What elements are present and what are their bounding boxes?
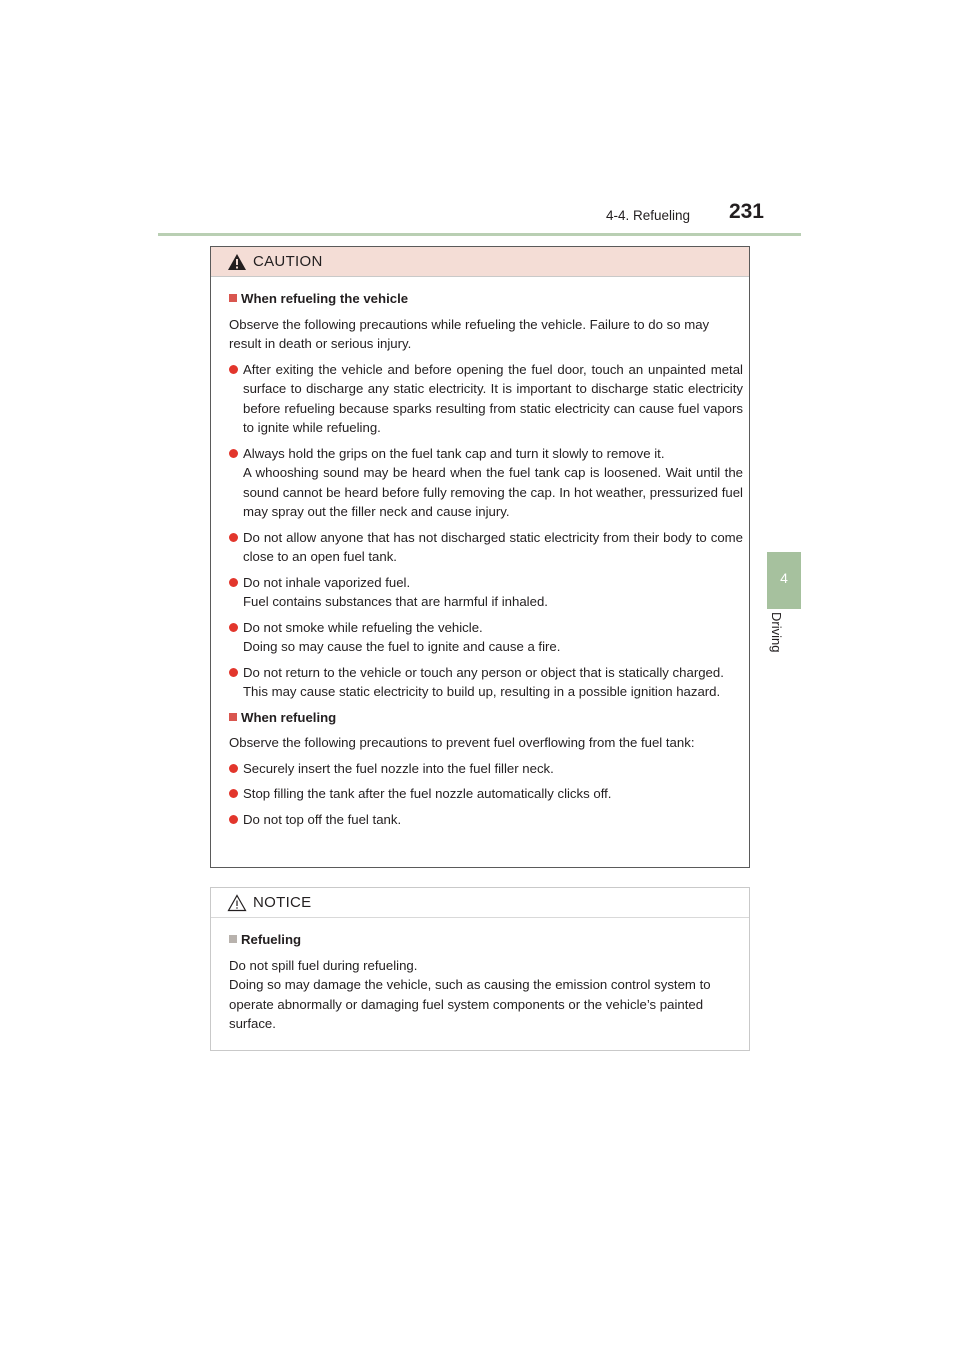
bullet-dot-icon (229, 365, 238, 374)
section-text (229, 956, 743, 1034)
bullet-dot-icon (229, 789, 238, 798)
caution-section (229, 289, 743, 702)
bullet-dot-icon (229, 815, 238, 824)
bullet-text: This may cause static electricity to build up, resulting in a possible ignition hazard. (243, 684, 721, 699)
bullet-dot-icon (229, 533, 238, 542)
bullet-dot-icon (229, 764, 238, 773)
bullet-text: Doing so may cause the fuel to ignite and cause a fire. (243, 639, 561, 654)
chapter-tab-number: 4 (780, 570, 788, 586)
bullet-text: Always hold the grips on the fuel tank cap and turn it slowly to remove it. (243, 445, 665, 461)
warning-icon (227, 253, 247, 271)
header-section-title: 4-4. Refueling (605, 208, 690, 223)
page-number: 231 (728, 200, 764, 223)
bullet-text: After exiting the vehicle and before opening the fuel door, touch an unpainted metal surface to discharge any static electricity. It is important to discharge static electricity before refueling because sparks resulting from static electricity can cause fuel vapors to ignite while refueling. (243, 361, 743, 435)
header-rule (158, 233, 801, 236)
bullet-dot-icon (229, 668, 238, 677)
notice-header (211, 888, 749, 918)
section-title (229, 930, 743, 950)
bullet-text: Do not smoke while refueling the vehicle. (243, 619, 483, 635)
bullet-item (229, 573, 743, 612)
bullet-item (229, 618, 743, 657)
section-title (229, 708, 743, 728)
section-marker (229, 713, 237, 721)
notice-text: Do not spill fuel during refueling. (229, 957, 418, 973)
section-title (229, 289, 743, 309)
chapter-tab-label: Driving (769, 612, 784, 653)
bullet-text: Securely insert the fuel nozzle into the fuel filler neck. (243, 760, 554, 776)
bullet-item (229, 810, 743, 830)
section-title-text: When refueling (241, 709, 337, 725)
notice-section (229, 930, 743, 1034)
notice-box (210, 887, 750, 1051)
caution-body (211, 277, 749, 829)
bullet-item (229, 360, 743, 438)
bullet-item (229, 444, 743, 522)
bullet-text: Do not inhale vaporized fuel. (243, 574, 411, 590)
bullet-item (229, 528, 743, 567)
notice-body (211, 918, 749, 1034)
notice-text: Doing so may damage the vehicle, such as causing the emission control system to operate abnormally or damaging fuel system components or the vehicle’s painted surface. (229, 977, 711, 1031)
notice-heading: NOTICE (253, 894, 312, 911)
bullet-text: A whooshing sound may be heard when the fuel tank cap is loosened. Wait until the sound cannot be heard before fully removing the cap. In hot weather, pressurized fuel may spray out the filler neck and cause injury. (243, 465, 743, 519)
caution-section (229, 708, 743, 830)
section-marker (229, 935, 237, 943)
warning-outline-icon (227, 894, 247, 912)
section-title-text: When refueling the vehicle (241, 291, 409, 306)
bullet-text: Do not top off the fuel tank. (243, 811, 402, 827)
section-title-text: Refueling (241, 932, 302, 947)
caution-header (211, 247, 749, 277)
bullet-text: Do not allow anyone that has not discharged static electricity from their body to come close to an open fuel tank. (243, 529, 743, 564)
bullet-text: Fuel contains substances that are harmful if inhaled. (243, 594, 548, 609)
section-intro: Observe the following precautions to prevent fuel overflowing from the fuel tank: (229, 735, 695, 750)
section-intro: Observe the following precautions while refueling the vehicle. Failure to do so may result in death or serious injury. (229, 316, 710, 351)
bullet-dot-icon (229, 578, 238, 587)
bullet-text: Do not return to the vehicle or touch any person or object that is statically charged. (243, 664, 724, 680)
section-marker (229, 294, 237, 302)
bullet-item (229, 759, 743, 779)
bullet-dot-icon (229, 623, 238, 632)
bullet-item (229, 663, 743, 702)
bullet-text: Stop filling the tank after the fuel nozzle automatically clicks off. (243, 786, 612, 801)
caution-box (210, 246, 750, 868)
bullet-item (229, 784, 743, 804)
bullet-dot-icon (229, 449, 238, 458)
caution-heading: CAUTION (253, 253, 323, 270)
